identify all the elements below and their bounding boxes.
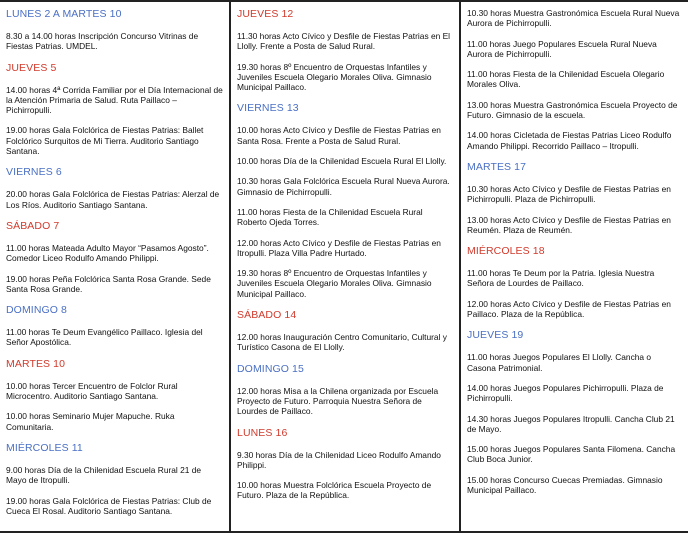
- event-entry: 13.00 horas Acto Cívico y Desfile de Fiestas Patrias en Reumén. Plaza de Reumén.: [467, 214, 671, 235]
- day-heading: JUEVES 5: [6, 61, 57, 74]
- day-heading: MARTES 17: [467, 160, 527, 173]
- event-entry: 19.30 horas 8º Encuentro de Orquestas Infantiles y Juveniles Escuela Olegario Morales Oliva. Gimnasio Municipal Paillaco.: [237, 268, 432, 299]
- column-2: [231, 0, 459, 533]
- event-entry: 10.00 horas Tercer Encuentro de Folclor Rural Microcentro. Auditorio Santiago Santana.: [6, 380, 178, 402]
- event-entry: 11.00 horas Juegos Populares El Llolly. Cancha o Casona Patrimonial.: [467, 352, 652, 373]
- event-entry: 19.30 horas 8º Encuentro de Orquestas Infantiles y Juveniles Escuela Olegario Morales Oliva. Gimnasio Municipal Paillaco.: [237, 61, 432, 93]
- day-heading: SÁBADO 14: [237, 309, 297, 322]
- day-heading: LUNES 16: [237, 426, 288, 439]
- day-heading: JUEVES 12: [237, 8, 294, 20]
- event-entry: 10.00 horas Seminario Mujer Mapuche. Ruka Comunitaria.: [6, 411, 175, 432]
- event-entry: 14.00 horas 4ª Corrida Familiar por el Día Internacional de la Atención Primaria de Salud. Ruta Paillaco – Pichirropulli.: [6, 84, 223, 116]
- column-1: [0, 0, 229, 533]
- day-heading: DOMINGO 8: [6, 304, 67, 317]
- event-entry: 12.00 horas Inauguración Centro Comunitario, Cultural y Turístico Casona de El Llolly.: [237, 332, 447, 353]
- day-heading: DOMINGO 15: [237, 362, 304, 375]
- event-entry: 20.00 horas Gala Folclórica de Fiestas Patrias: Alerzal de Los Ríos. Auditorio Santiago Santana.: [6, 189, 220, 210]
- event-entry: 9.00 horas Día de la Chilenidad Escuela Rural 21 de Mayo de Itropulli.: [6, 464, 202, 486]
- event-entry: 12.00 horas Acto Cívico y Desfile de Fiestas Patrias en Paillaco. Plaza de la República.: [467, 298, 671, 320]
- event-entry: 11.00 horas Fiesta de la Chilenidad Escuela Olegario Morales Oliva.: [467, 69, 665, 90]
- event-entry: 11.00 horas Te Deum por la Patria. Iglesia Nuestra Señora de Lourdes de Paillaco.: [467, 268, 655, 289]
- event-entry: 14.30 horas Juegos Populares Itropulli. Cancha Club 21 de Mayo.: [467, 413, 675, 434]
- day-heading: VIERNES 6: [6, 166, 62, 179]
- day-heading: JUEVES 19: [467, 329, 524, 342]
- day-heading: MIÉRCOLES 18: [467, 245, 545, 258]
- event-entry: 11.30 horas Acto Cívico y Desfile de Fiestas Patrias en El Llolly. Frente a Posta de Salud Rural.: [237, 31, 451, 52]
- day-heading: MARTES 10: [6, 357, 66, 370]
- event-entry: 11.00 horas Juego Populares Escuela Rural Nueva Aurora de Pichirropulli.: [467, 38, 657, 59]
- day-heading: LUNES 2 A MARTES 10: [6, 8, 122, 20]
- event-entry: 14.00 horas Juegos Populares Pichirropulli. Plaza de Pichirropulli.: [467, 382, 664, 404]
- event-entry: 19.00 horas Gala Folclórica de Fiestas Patrias: Ballet Folclórico Surquitos de Mi Tierra. Auditorio Santiago Santana.: [6, 125, 204, 157]
- event-entry: 13.00 horas Muestra Gastronómica Escuela Proyecto de Futuro. Gimnasio de la escuela.: [467, 99, 678, 121]
- event-entry: 11.00 horas Fiesta de la Chilenidad Escuela Rural Roberto Ojeda Torres.: [237, 206, 423, 228]
- event-entry: 9.30 horas Día de la Chilenidad Liceo Rodulfo Amando Philippi.: [237, 449, 441, 470]
- event-entry: 10.00 horas Acto Cívico y Desfile de Fiestas Patrias en Santa Rosa. Frente a Posta de Salud Rural.: [237, 125, 441, 146]
- event-entry: 12.00 horas Acto Cívico y Desfile de Fiestas Patrias en Itropulli. Plaza Villa Padre Hurtado.: [237, 237, 441, 258]
- column-3: [461, 0, 688, 533]
- event-entry: 10.30 horas Gala Folclórica Escuela Rural Nueva Aurora. Gimnasio de Pichirropulli.: [237, 176, 450, 197]
- event-entry: 10.00 horas Muestra Folclórica Escuela Proyecto de Futuro. Plaza de la República.: [237, 480, 432, 501]
- event-entry: 15.00 horas Juegos Populares Santa Filomena. Cancha Club Boca Junior.: [467, 444, 676, 465]
- day-heading: VIERNES 13: [237, 102, 299, 115]
- event-entry: 10.30 horas Muestra Gastronómica Escuela Rural Nueva Aurora de Pichirropulli.: [467, 8, 680, 29]
- event-entry: 8.30 a 14.00 horas Inscripción Concurso Vitrinas de Fiestas Patrias. UMDEL.: [6, 31, 199, 52]
- event-entry: 11.00 horas Mateada Adulto Mayor “Pasamos Agosto”. Comedor Liceo Rodulfo Amando Philippi.: [6, 242, 209, 264]
- event-entry: 14.00 horas Cicletada de Fiestas Patrias Liceo Rodulfo Amando Philippi. Recorrido Paillaco – Itropulli.: [467, 130, 672, 151]
- day-heading: SÁBADO 7: [6, 219, 60, 232]
- event-entry: 19.00 horas Gala Folclórica de Fiestas Patrias: Club de Cueca El Rosal. Auditorio Santiago Santana.: [6, 495, 212, 516]
- event-entry: 10.30 horas Acto Cívico y Desfile de Fiestas Patrias en Pichirropulli. Plaza de Pichirropulli.: [467, 183, 671, 205]
- day-heading: MIÉRCOLES 11: [6, 441, 83, 454]
- event-entry: 12.00 horas Misa a la Chilena organizada por Escuela Proyecto de Futuro. Parroquia Nuestra Señora de Lourdes de Paillaco.: [237, 385, 439, 417]
- event-entry: 11.00 horas Te Deum Evangélico Paillaco. Iglesia del Señor Apostólica.: [6, 327, 203, 348]
- event-entry: 19.00 horas Peña Folclórica Santa Rosa Grande. Sede Santa Rosa Grande.: [6, 273, 211, 294]
- event-entry: 15.00 horas Concurso Cuecas Premiadas. Gimnasio Municipal Paillaco.: [467, 474, 663, 496]
- event-entry: 10.00 horas Día de la Chilenidad Escuela Rural El Llolly.: [237, 156, 447, 167]
